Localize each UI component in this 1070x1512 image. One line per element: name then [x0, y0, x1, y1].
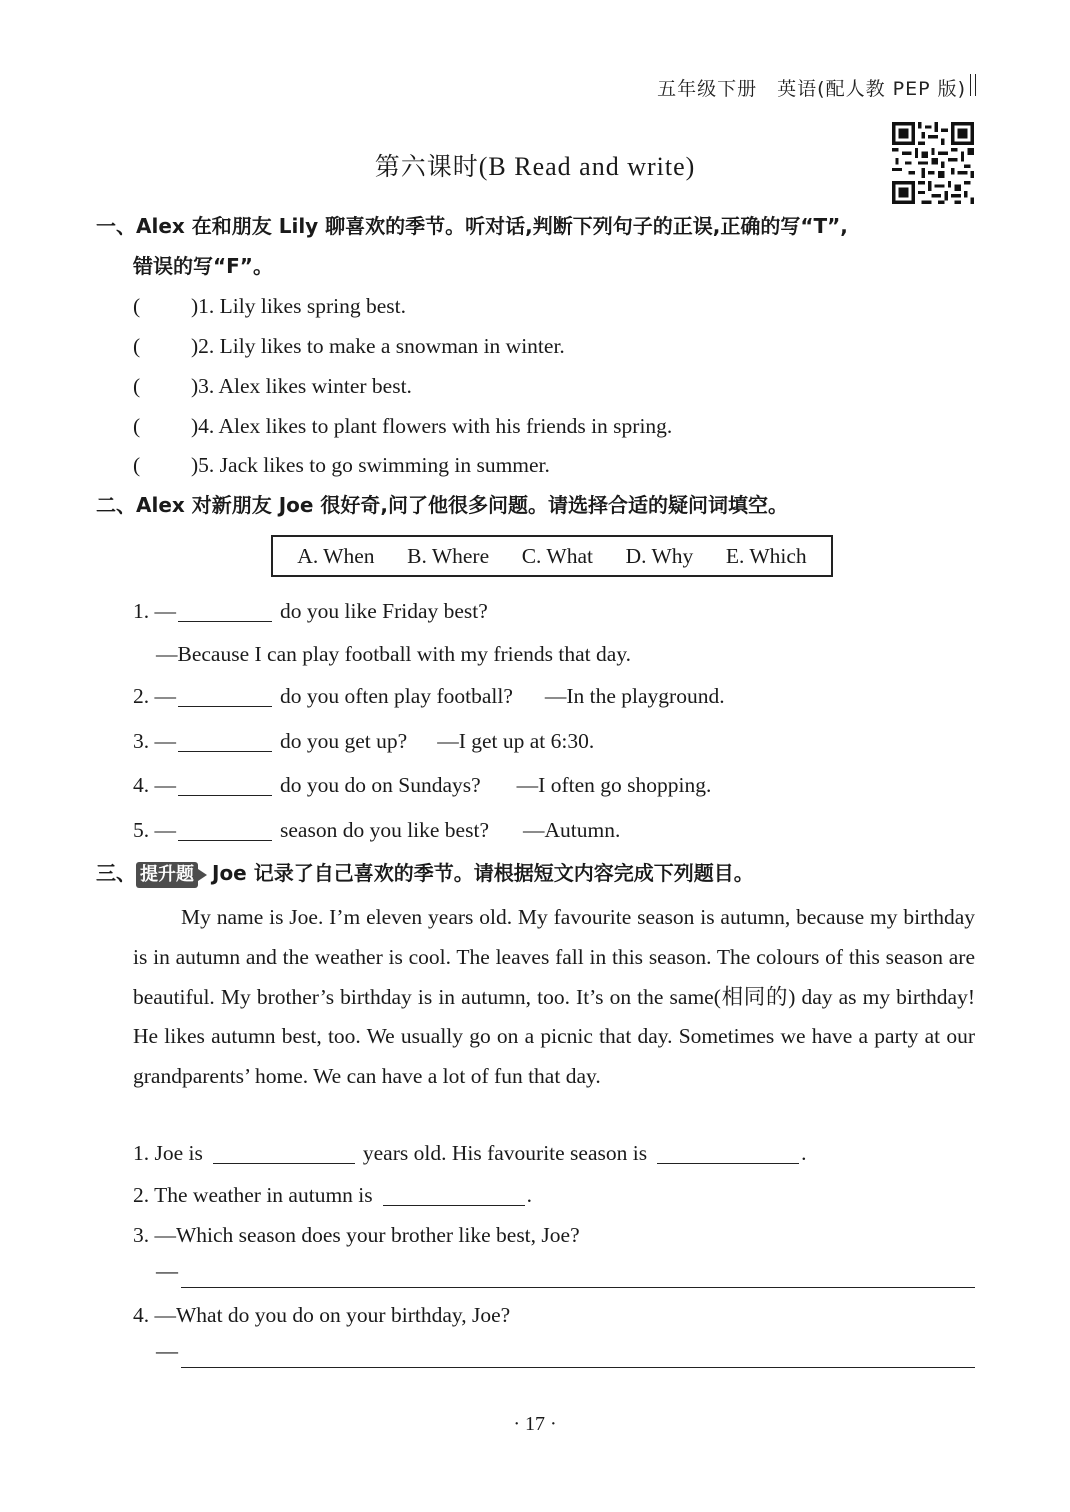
answer-blank[interactable] — [178, 684, 272, 707]
section1-title-line1: Alex 在和朋友 Lily 聊喜欢的季节。听对话,判断下列句子的正误,正确的写“T”, — [136, 214, 848, 238]
question-text: do you do on Sundays? — [280, 773, 481, 797]
answer-text: —Autumn. — [523, 818, 621, 842]
tf-item-5[interactable] — [133, 450, 550, 480]
tf-item-4[interactable] — [133, 411, 672, 441]
question-text: years old. His favourite season is — [362, 1141, 648, 1165]
option-what: C. What — [521, 543, 593, 568]
question-text: 4. —What do you do on your birthday, Joe? — [133, 1303, 511, 1327]
question-number: 3. — — [133, 729, 176, 753]
answer-blank[interactable] — [178, 599, 272, 622]
page-number: · 17 · — [513, 1413, 557, 1435]
question-text: 2. The weather in autumn is — [133, 1183, 373, 1207]
answer-text: —I get up at 6:30. — [437, 729, 595, 753]
question-text: do you like Friday best? — [280, 599, 488, 623]
fill-question-4 — [133, 770, 711, 800]
fill-question-5 — [133, 815, 620, 845]
answer-paren[interactable]: ( — [133, 334, 141, 358]
lesson-title — [0, 147, 1070, 183]
section2-title-text: Alex 对新朋友 Joe 很好奇,问了他很多问题。请选择合适的疑问词填空。 — [136, 493, 789, 517]
section1-number: 一、 — [96, 214, 136, 238]
answer-blank[interactable] — [657, 1141, 799, 1164]
answer-blank[interactable] — [213, 1141, 355, 1164]
answer-paren[interactable]: ( — [133, 294, 141, 318]
question-text: 3. —Which season does your brother like best, Joe? — [133, 1223, 580, 1247]
fill-question-2 — [133, 681, 725, 711]
question-number: 1. — — [133, 599, 176, 623]
tf-item-text: )3. Alex likes winter best. — [191, 374, 412, 398]
fill-question-1 — [133, 596, 488, 626]
tf-item-1[interactable] — [133, 291, 406, 321]
answer-paren[interactable]: ( — [133, 453, 141, 477]
reading-question-2 — [133, 1180, 532, 1210]
reading-question-1 — [133, 1138, 806, 1168]
header-divider — [970, 74, 976, 96]
reading-passage — [133, 898, 975, 1097]
option-when: A. When — [297, 543, 375, 568]
header-text: 五年级下册 英语(配人教 PEP 版) — [657, 78, 966, 100]
book-header — [657, 74, 966, 101]
tf-item-text: )1. Lily likes spring best. — [191, 294, 406, 318]
tf-item-text: )2. Lily likes to make a snowman in winter. — [191, 334, 565, 358]
answer-paren[interactable]: ( — [133, 414, 141, 438]
answer-blank[interactable] — [178, 729, 272, 752]
tf-item-text: )5. Jack likes to go swimming in summer. — [191, 453, 550, 477]
question-number: 2. — — [133, 684, 176, 708]
answer-text: —In the playground. — [544, 684, 725, 708]
section1-title-cont — [133, 246, 273, 286]
answer-blank[interactable] — [383, 1183, 525, 1206]
question-number: 5. — — [133, 818, 176, 842]
question-text: 1. Joe is — [133, 1141, 203, 1165]
section1-title-line2: 错误的写“F”。 — [133, 254, 273, 278]
word-bank-box — [271, 535, 833, 577]
fill-answer-1 — [156, 639, 631, 669]
answer-blank[interactable] — [178, 818, 272, 841]
section2-number: 二、 — [96, 493, 136, 517]
lesson-title-en: (B Read and write) — [478, 152, 696, 181]
answer-dash: — — [156, 1338, 178, 1363]
question-number: 4. — — [133, 773, 176, 797]
answer-paren[interactable]: ( — [133, 374, 141, 398]
lesson-title-cn: 第六课时 — [374, 154, 479, 181]
option-which: E. Which — [725, 543, 807, 568]
answer-blank[interactable] — [178, 773, 272, 796]
section3-title — [96, 853, 754, 893]
section3-number: 三、 — [96, 861, 136, 885]
section1-title — [96, 206, 848, 246]
tf-item-3[interactable] — [133, 371, 412, 401]
section2-title — [96, 485, 788, 525]
answer-text: —I often go shopping. — [516, 773, 712, 797]
fill-question-3 — [133, 726, 594, 756]
reading-question-3 — [133, 1220, 580, 1250]
passage-text: My name is Joe. I’m eleven years old. My favourite season is autumn, because my birthday is in autumn and the weather is cool. The leaves fall in this season. The colours of this season are beautiful. My brother’s birthday is in autumn, too. It’s on the same(相同的) day as my birthday! He likes autumn best, too. We usually go on a picnic that day. Sometimes we have a party at our grandparents’ home. We can have a lot of fun that day. — [133, 905, 975, 1089]
question-text: do you often play football? — [280, 684, 513, 708]
question-text: . — [526, 1183, 533, 1207]
answer-text: —Because I can play football with my friends that day. — [156, 642, 632, 666]
section3-title-text: Joe 记录了自己喜欢的季节。请根据短文内容完成下列题目。 — [212, 861, 754, 885]
advanced-tag: 提升题 — [136, 862, 198, 888]
option-why: D. Why — [625, 543, 694, 568]
reading-question-4 — [133, 1300, 510, 1330]
answer-dash: — — [156, 1258, 178, 1283]
option-where: B. Where — [407, 543, 490, 568]
question-text: season do you like best? — [280, 818, 489, 842]
tf-item-2[interactable] — [133, 331, 565, 361]
question-text: . — [801, 1141, 807, 1165]
answer-line-4[interactable] — [181, 1367, 975, 1368]
answer-line-3[interactable] — [181, 1287, 975, 1288]
question-text: do you get up? — [280, 729, 408, 753]
tf-item-text: )4. Alex likes to plant flowers with his friends in spring. — [191, 414, 673, 438]
